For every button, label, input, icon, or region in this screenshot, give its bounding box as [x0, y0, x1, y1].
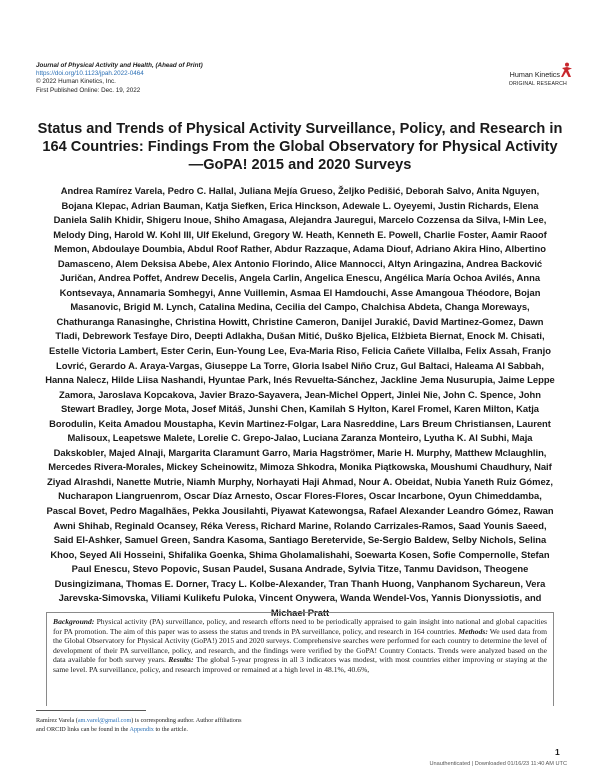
journal-header [36, 62, 203, 95]
footnote-text: to the article. [153, 726, 188, 733]
page-number: 1 [555, 747, 560, 757]
results-text: The global 5-year progress in all 3 indicators was modest, with most countries either improving or staying at the same level. PA surveillance, policy, and research improved or remained at a high level in 48.1%, 40.6%, [53, 655, 547, 674]
footnote-text: Ramírez Varela ( [36, 717, 78, 724]
publisher-name: Human Kinetics [509, 70, 560, 79]
journal-name: Journal of Physical Activity and Health, (Ahead of Print) [36, 62, 203, 69]
copyright: © 2022 Human Kinetics, Inc. [36, 78, 116, 86]
author-list: Andrea Ramírez Varela, Pedro C. Hallal, Juliana Mejía Grueso, Željko Pedišić, Deborah Salvo, Anita Nguyen, Bojana Klepac, Adrian Bauman, Katja Siefken, Erica Hinckson, Adewale L. Oyeyemi, Justin Richards, Elena Daniela Salih Khidir, Shigeru Inoue, Shiho Amagasa, Alejandra Jauregui, Marcelo Cozzensa da Silva, I-Min Lee, Melody Ding, Harold W. Kohl III, Ulf Ekelund, Gregory W. Heath, Kenneth E. Powell, Charlie Foster, Aamir Raoof Memon, Abdoulaye Doumbia, Abdul Roof Rather, Abdur Razzaque, Adama Diouf, Adriano Akira Hino, Albertino Damasceno, Alem Deksisa Abebe, Alex Antonio Florindo, Alice Mannocci, Altyn Aringazina, Andrea Backović Juričan, Andrea Poffet, Andrew Decelis, Angela Carlin, Angelica Enescu, Angélica María Ochoa Avilés, Anna Kontsevaya, Annamaria Somhegyi, Anne Vuillemin, Asmaa El Hamdouchi, Asse Amangoua Théodore, Bojan Masanovic, Brigid M. Lynch, Catalina Medina, Cecilia del Campo, Chalchisa Abdeta, Changa Moreways, Chathuranga Ranasinghe, Christina Howitt, Christine Cameron, Danijel Jurakić, David Martinez-Gomez, Dawn Tladi, Debrework Tesfaye Diro, Deepti Adlakha, Dušan Mitić, Duško Bjelica, Elżbieta Biernat, Enock M. Chisati, Estelle Victoria Lambert, Ester Cerin, Eun-Young Lee, Eva-Maria Riso, Felicia Cañete Villalba, Felix Assah, Franjo Lovrić, Gerardo A. Araya-Vargas, Giuseppe La Torre, Gloria Isabel Niño Cruz, Gul Baltaci, Haleama Al Sabbah, Hanna Nalecz, Hilde Liisa Nashandi, Hyuntae Park, Inés Revuelta-Sánchez, Jackline Jema Nusurupia, Jaime Leppe Zamora, Jaroslava Kopcakova, Javier Brazo-Sayavera, Jean-Michel Oppert, Jinlei Nie, John C. Spence, John Stewart Bradley, Jorge Mota, Josef Mitáš, Junshi Chen, Kamilah S Hylton, Karel Fromel, Karen Milton, Katja Borodulin, Keita Amadou Moustapha, Kevin Martinez-Folgar, Lara Nasreddine, Lars Breum Christiansen, Laurent Malisoux, Leapetswe Malete, Lorelie C. Grepo-Jalao, Luciana Zaranza Monteiro, Lyutha K. Al Subhi, Maja Dakskobler, Majed Alnaji, Margarita Claramunt Garro, Maria Hagströmer, Marie H. Murphy, Matthew Mclaughlin, Mercedes Rivera-Morales, Mickey Scheinowitz, Mimoza Shkodra, Monika Piątkowska, Moushumi Chaudhury, Naif Ziyad Alrashdi, Nanette Mutrie, Niamh Murphy, Norhayati Haji Ahmad, Nour A. Obeidat, Nubia Yaneth Ruiz Gómez, Nucharapon Liangruenrom, Oscar Díaz Arnesto, Oscar Flores-Flores, Oscar Incarbone, Oyun Chimeddamba, Pascal Bovet, Pedro Magalhães, Pekka Jousilahti, Piyawat Katewongsa, Rafael Alexander Leandro Gómez, Rawan Awni Shihab, Reginald Ocansey, Réka Veress, Richard Marine, Rolando Carrizales-Ramos, Saad Younis Saeed, Said El-Ashker, Samuel Green, Sandra Kasoma, Santiago Beretervide, Se-Sergio Baldew, Selby Nichols, Selina Khoo, Seyed Ali Hosseini, Shifalika Goenka, Shima Gholamalishahi, Soewarta Kosen, Sofie Compernolle, Stefan Paul Enescu, Stevo Popovic, Susan Paudel, Susana Andrade, Sylvia Titze, Tanmu Davidson, Theogene Dusingizimana, Thomas E. Dorner, Tracy L. Kolbe-Alexander, Tran Thanh Huong, Vanphanom Sychareun, Vera Jarevska-Simovska, Viliami Kulikefu Puloka, Vincent Onywera, Wanda Wendel-Vos, Yannis Dionyssiotis, and Michael Pratt [45, 185, 555, 618]
email-link[interactable]: am.varel@gmail.com [77, 717, 132, 724]
abstract [46, 612, 554, 706]
doi-link[interactable]: https://doi.org/10.1123/jpah.2022-0464 [36, 70, 144, 78]
footnote-text: and ORCID links can be found in the [36, 726, 130, 733]
footnote-divider [36, 710, 146, 711]
download-stamp: Unauthenticated | Downloaded 01/16/23 11:40 AM UTC [429, 761, 567, 767]
appendix-link[interactable]: Appendix [129, 726, 154, 733]
methods-text: We used data from the Global Observatory for Physical Activity (GoPA!) 2015 and 2020 surveys. Comprehensive searches were performed for each country to determine the level of development of their PA surveillance, policy, and research, and the findings were verified by the GoPA! Country Contacts. Trends were analyzed based on the data available for both survey years. [53, 626, 547, 665]
background-text: Physical activity (PA) surveillance, policy, and research efforts need to be periodically appraised to gain insight into national and global capacities for PA promotion. The aim of this paper was to assess the status and trends in PA surveillance, policy, and research in 164 countries. [53, 617, 547, 636]
article-title: Status and Trends of Physical Activity Surveillance, Policy, and Research in 164 Countries: Findings From the Global Observatory for Physical Activity—GoPA! 2015 and 2020 Surveys [37, 121, 563, 173]
human-kinetics-logo-icon [560, 62, 574, 78]
publish-date: First Published Online: Dec. 19, 2022 [36, 86, 141, 94]
methods-label: Methods: [458, 626, 488, 636]
background-label: Background: [53, 617, 95, 626]
footnote [36, 716, 336, 734]
results-label: Results: [168, 655, 194, 665]
footnote-text: ) is corresponding author. Author affiliations [131, 717, 242, 724]
article-type: ORIGINAL RESEARCH [508, 81, 567, 87]
